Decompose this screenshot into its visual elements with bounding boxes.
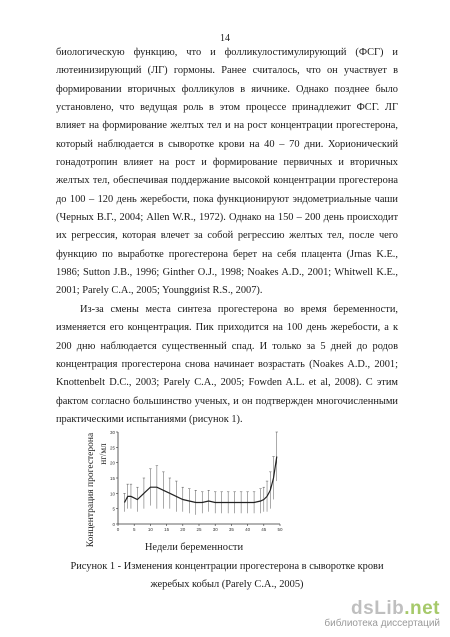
x-tick-label: 50	[277, 527, 283, 532]
caption-line-1: Рисунок 1 - Изменения концентрации прогестерона в сыворотке крови	[70, 561, 384, 572]
x-tick-label: 0	[116, 527, 120, 532]
paragraph: биологическую функцию, что и фолликулостимулирующий (ФСГ) и лютеинизирующий (ЛГ) гормоны. Ранее считалось, что он участвует в формировании вторичных фолликулов в яичнике. Однако позднее было установлено, что ведущая роль в этом процессе принадлежит ФСГ. ЛГ влияет на формирование желтых тел и на рост концентрации прогестерона, который наблюдается в сыворотке крови на 40 – 70 дни. Хорионический гонадотропин влияет на рост и формирование первичных и вторичных желтых тел, обеспечивая поддержание высокой концентрации прогестерона до 100 – 120 день жеребости, пока функционируют эндометриальные чаши (Черных В.Г., 2004; Allen W.R., 1972). Однако на 150 – 200 день происходит их регрессия, которая влечет за собой регрессию желтых тел, после чего функцию по выработке прогестерона берет на себя плацента (Jrnas K.E., 1986; Sutton J.B., 1996; Ginther O.J., 1998; Noakes A.D., 2001; Whitwell K.E., 2001; Parely C.A., 2005; Younggиist R.S., 2007).	[56, 47, 398, 297]
watermark-subtitle: библиотека диссертаций	[324, 618, 440, 629]
y-tick-label: 15	[109, 476, 115, 481]
x-tick-label: 45	[261, 527, 267, 532]
x-tick-label: 25	[196, 527, 202, 532]
paragraph: Из-за смены места синтеза прогестерона во время беременности, изменяется его концентрация. Пик приходится на 100 день жеребости, а к 200 дню наблюдается существенный спад. И только за 5 дней до родов концентрация прогестерона снова начинает возрастать (Noakes A.D., 2001; Knottenbelt D.C., 2003; Parely C.A., 2005; Fowden A.L. et al, 2008). С этим фактом согласно большинство ученых, и он подтвержден многочисленными практическими испытаниями (рисунок 1).	[56, 303, 398, 425]
watermark	[324, 598, 440, 629]
y-tick-label: 30	[109, 430, 115, 435]
page-number: 14	[220, 33, 230, 44]
x-axis-label: Недели беременности	[144, 542, 244, 553]
x-tick-label: 30	[212, 527, 218, 532]
x-tick-label: 20	[180, 527, 186, 532]
x-tick-label: 10	[147, 527, 153, 532]
y-tick-label: 25	[109, 445, 115, 451]
watermark-brand-suffix: .net	[404, 598, 440, 619]
x-tick-label: 5	[132, 527, 136, 532]
x-tick-label: 40	[245, 527, 251, 532]
watermark-logo	[324, 598, 440, 620]
x-tick-label: 15	[164, 527, 170, 532]
y-axis-label	[86, 432, 108, 547]
caption-line-2: жеребых кобыл (Parely C.A., 2005)	[150, 579, 304, 590]
y-axis-label-line1: Концентрация прогестерона	[86, 432, 96, 548]
y-tick-label: 20	[109, 460, 115, 466]
figure-caption	[56, 558, 398, 594]
y-tick-label: 0	[112, 522, 115, 527]
y-tick-label: 10	[109, 491, 115, 497]
body-text	[56, 44, 398, 429]
progesterone-chart	[84, 426, 284, 556]
y-tick-label: 5	[112, 506, 115, 512]
y-axis-label-line2: нг/мл	[98, 443, 108, 465]
x-tick-label: 35	[228, 527, 234, 532]
watermark-brand: dsLib	[351, 598, 405, 619]
figure-progesterone-chart	[84, 426, 284, 556]
plot-area	[110, 430, 283, 532]
